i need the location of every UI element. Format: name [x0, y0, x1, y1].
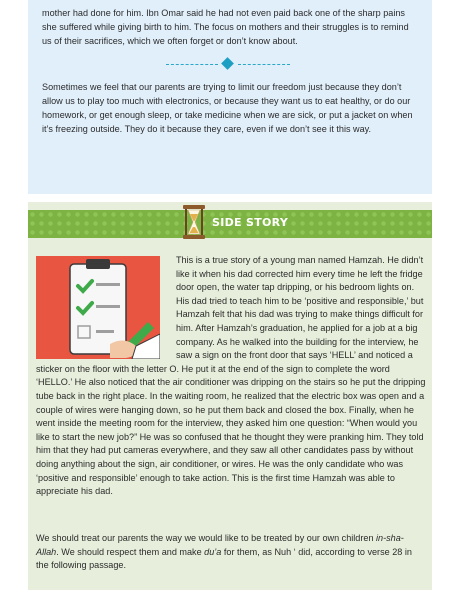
section-divider [42, 57, 418, 71]
closing-paragraph: We should treat our parents the way we would like to be treated by our own children in-sha-Allah. We should respect them and make du’a for them, as Nuh ‘ did, according to verse 28 in the following passage. [36, 533, 412, 571]
hourglass-icon [182, 204, 206, 240]
side-story-box [28, 202, 432, 590]
intro-paragraph-2: Sometimes we feel that our parents are trying to limit our freedom just because they don’t allow us to play too much with electronics, or because they want us to eat healthy, or do our homework, or get enough sleep, or take medicine when we are sick, or put a jacket on when it’s freezing outside. They do it because they care, even if we don’t see it this way. [42, 81, 413, 135]
side-story-title: SIDE STORY [212, 216, 289, 229]
side-story-body: This is a true story of a young man named Hamzah. He didn’t like it when his dad corrected him every time he left the fridge door open, the water tap dripping, or his bedroom lights on. His dad tried to teach him to be ‘positive and responsible,’ but Hamzah felt that his dad was trying to make things difficult for him. After Hamzah’s graduation, he applied for a job at a big company. As he walked into the building for the interview, he saw a sign on the front door that says ‘HELL’ and noticed a sticker on the floor with the letter O. He put it at the end of the sign to complete the word ‘HELLO.’ He also noticed that the air conditioner was dripping on the stairs so he put the dripping tube back in the right place. In the waiting room, he realized that the electric box was open and a couple of wires were hanging down, so he put them back and closed the box. Finally, when he went inside the meeting room for the interview, they asked him one question: “When would you like to start the new job?” He was so confused that he thought they were pranking him. They told him that they had put cameras everywhere, and they saw all other candidates pass by without doing anything about the sign, air conditioner, or wires. He was the only candidate who was ‘positive and responsible’ enough to take action. This is the first time Hamzah was able to appreciate his dad. [36, 255, 426, 497]
diamond-icon [221, 57, 234, 70]
intro-paragraph-1: mother had done for him. Ibn Omar said he had not even paid back one of the sharp pains she suffered while giving birth to him. The focus on mothers and their struggles is to remind us of their sacrifices, which we often forget or don’t know about. [42, 8, 409, 47]
intro-section [28, 0, 432, 194]
